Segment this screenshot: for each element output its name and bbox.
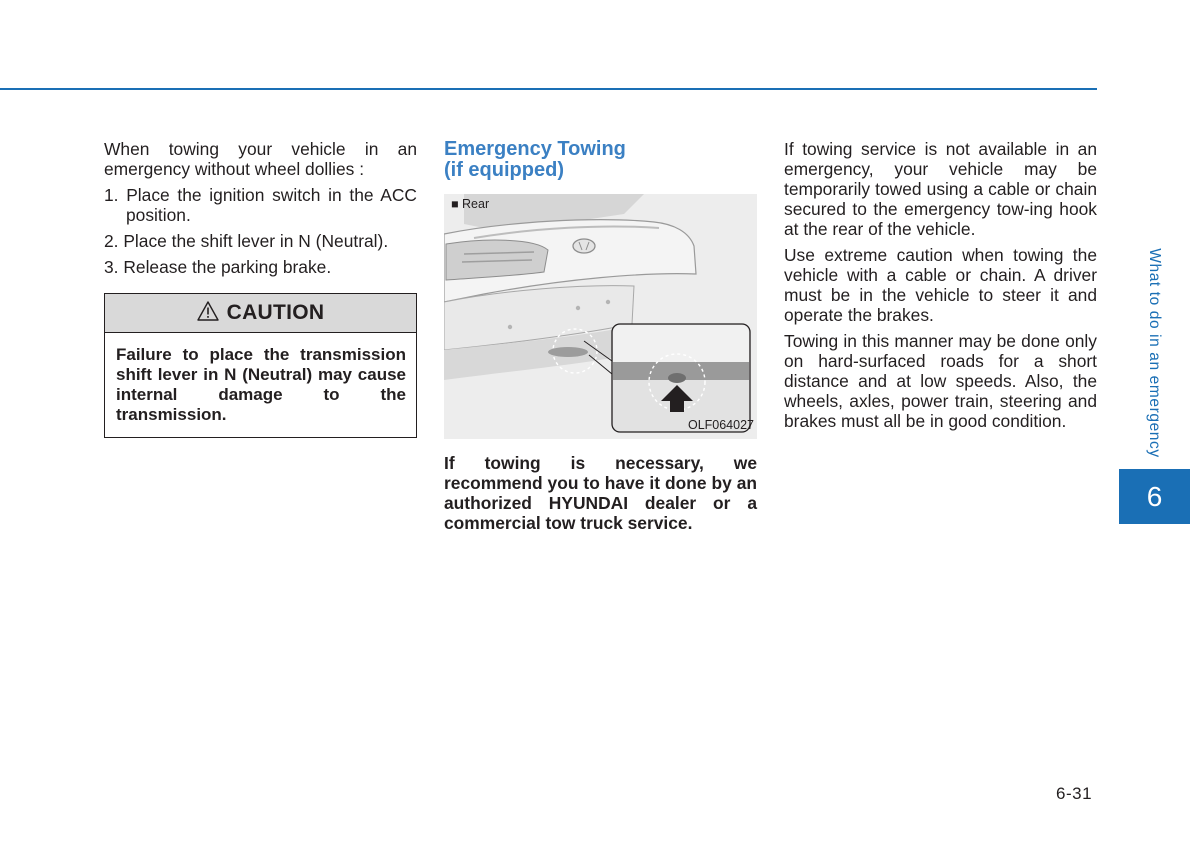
warning-triangle-icon [197,301,219,325]
paragraph-3: Towing in this manner may be done only on hard-surfaced roads for a short distance and at low speeds. Also, the wheels, axles, power train, steering and brakes must all be in good condition. [784,331,1097,431]
car-rear-illustration [444,194,757,439]
column-3 [784,139,1097,437]
caution-box [104,293,417,438]
chapter-tab[interactable] [1119,469,1190,524]
column-2 [444,139,757,550]
section-title-line-2: (if equipped) [444,159,564,181]
intro-text: When towing your vehicle in an emergency without wheel dollies : [104,139,417,179]
step-1: 1. Place the ignition switch in the ACC position. [104,185,417,225]
figure-label: ■ Rear [451,197,490,211]
rear-towing-hook-figure [444,194,757,439]
step-3: 3. Release the parking brake. [104,257,332,277]
page-number: 6-31 [1056,784,1093,803]
chapter-title: What to do in an emergency [1146,248,1163,458]
paragraph-1: If towing service is not available in an emergency, your vehicle may be temporarily towed using a cable or chain secured to the emergency tow-ing hook at the rear of the vehicle. [784,139,1097,239]
column-1 [104,139,417,438]
caution-title: CAUTION [226,301,325,324]
caution-text: Failure to place the transmission shift lever in N (Neutral) may cause internal damage to the transmission. [116,345,406,424]
caution-header [105,294,416,333]
paragraph-2: Use extreme caution when towing the vehicle with a cable or chain. A driver must be in the vehicle to steer it and operate the brakes. [784,245,1097,325]
figure-code: OLF064027 [687,418,754,432]
towing-recommendation: If towing is necessary, we recommend you to have it done by an authorized HYUNDAI dealer or a commercial tow truck service. [444,453,757,533]
chapter-number: 6 [1146,480,1163,512]
section-title-line-1: Emergency Towing [444,138,626,160]
step-2: 2. Place the shift lever in N (Neutral). [104,231,389,251]
section-title [444,139,757,181]
top-rule [0,88,1097,90]
